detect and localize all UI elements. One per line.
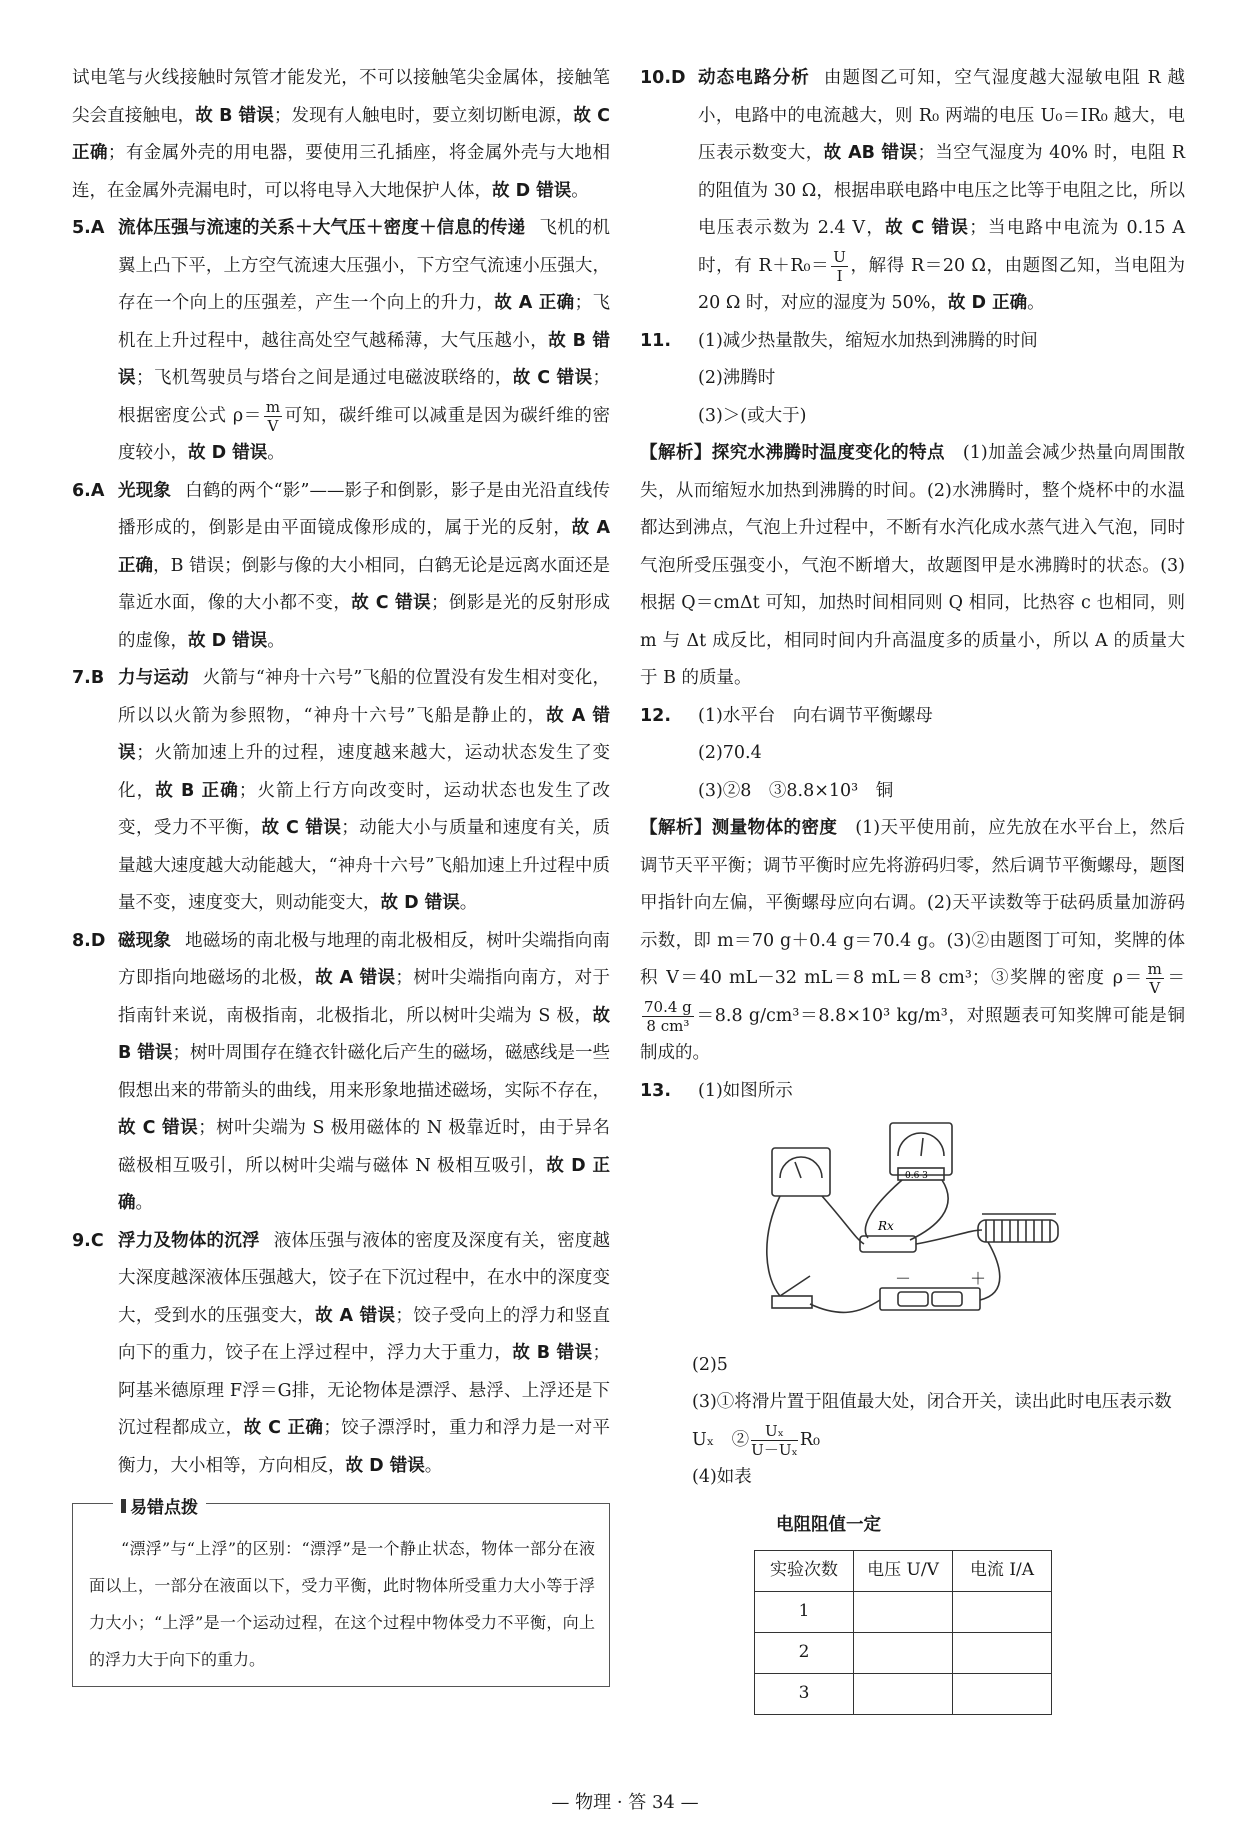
table-row <box>755 1674 1052 1715</box>
table-row <box>755 1633 1052 1674</box>
answer-number: 5.A <box>72 218 105 238</box>
answer-number: 6.A <box>72 480 105 501</box>
answer-text: 飞机的机翼上凸下平，上方空气流速大压强小，下方空气流速小压强大，存在一个向上的压强差，产生一个向上的升力，故 A 正确；飞机在上升过程中，越往高处空气越稀薄，大气压越小，故 B 错误；飞机驾驶员与塔台之间是通过电磁波联络的，故 C 错误；根据密度公式 ρ＝ <box>118 218 611 426</box>
answer-number: 10.D <box>640 68 686 88</box>
answer-part: (1)如图所示 <box>698 1080 793 1101</box>
answer-text: 地磁场的南北极与地理的南北极相反，树叶尖端指向南方即指向地磁场的北极，故 A 错误；树叶尖端指向南方，对于指南针来说，南极指南，北极指北，所以树叶尖端为 S 极，故 B 错误；树叶周围存在缝衣针磁化后产生的磁场，磁感线是一些假想出来的带箭头的曲线，用来形象地描述磁场，实际不存在，故 C 错误；树叶尖端为 S 极用磁体的 N 极靠近时，由于异名磁极相互吸引，所以树叶尖端与磁体 N 极相互吸引，故 D 正确。 <box>118 930 611 1213</box>
left-column <box>72 60 610 1687</box>
table-cell: 3 <box>755 1674 854 1715</box>
plus-sign: ＋ <box>970 1269 987 1288</box>
table-header: 电压 U/V <box>854 1551 953 1592</box>
tip-text: “漂浮”与“上浮”的区别：“漂浮”是一个静止状态，物体一部分在液面以上，一部分在液面以下，受力平衡，此时物体所受重力大小等于浮力大小；“上浮”是一个运动过程，在这个过程中物体受力不平衡，向上的浮力大于向下的重力。 <box>89 1539 595 1669</box>
answer-part: (3)＞(或大于) <box>698 405 807 426</box>
fraction: $\frac{\text{Uₓ}}{\text{U－Uₓ}}$ <box>751 1421 798 1459</box>
analysis-text: ＝8.8 g/cm³＝8.8×10³ kg/m³，对照题表可知奖牌可能是铜制成的。 <box>640 1005 1185 1063</box>
answer-part: (2)沸腾时 <box>698 368 776 388</box>
table-header-row <box>755 1551 1052 1592</box>
answer-text: 白鹤的两个“影”——影子和倒影，影子是由光沿直线传播形成的，倒影是由平面镜成像形成的，属于光的反射，故 A 正确，B 错误；倒影与像的大小相同，白鹤无论是远离水面还是靠近水面，像的大小都不变，故 C 错误；倒影是光的反射形成的虚像，故 D 错误。 <box>118 480 611 651</box>
answer-text: 可知，碳纤维可以减重是因为碳纤维的密度较小，故 D 错误。 <box>118 405 610 463</box>
answer-topic: 流体压强与流速的关系＋大气压＋密度＋信息的传递 <box>118 218 526 238</box>
answer-topic: 光现象 <box>118 480 172 501</box>
answer-text: 火箭与“神舟十六号”飞船的位置没有发生相对变化，所以以火箭为参照物，“神舟十六号”飞船是静止的，故 A 错误；火箭加速上升的过程，速度越来越大，运动状态发生了变化，故 B 正确；火箭上行方向改变时，运动状态也发生了改变，受力不平衡，故 C 错误；动能大小与质量和速度有关，质量越大速度越大动能越大，“神舟十六号”飞船加速上升过程中质量不变，速度变大，则动能变大，故 D 错误。 <box>118 668 611 913</box>
answer-part: (4)如表 <box>692 1467 752 1487</box>
analysis-12: 【解析】测量物体的密度 (1)天平使用前，应先放在水平台上，然后调节天平平衡；调节平衡时应先将游码归零，然后调节平衡螺母，题图甲指针向左偏，平衡螺母应向右调。(2)天平读数等于砝码质量加游码示数，即 m＝70 g＋0.4 g＝70.4 g。(3)②由题图丁可知，奖牌的体积 V＝40 mL－32 mL＝8 mL＝8 cm³；③奖牌的密度 ρ＝ $\frac{m}{V}$ ＝ $\frac{70.4 g}{\text{8 cm³}}$ ＝8.8 g/cm³＝8.8×10³ kg/m³，对照题表可知奖牌可能是铜制成的。 <box>640 818 1186 1063</box>
circuit-diagram <box>760 1118 1185 1343</box>
answer-6 <box>72 473 610 661</box>
answer-number: 12. <box>640 705 672 726</box>
table-cell: 1 <box>755 1592 854 1633</box>
answer-13 <box>640 1073 1185 1111</box>
answer-part: (3)②8 ③8.8×10³ 铜 <box>698 780 894 801</box>
answer-4-continued: 试电笔与火线接触时氖管才能发光，不可以接触笔尖金属体，接触笔尖会直接触电，故 B 错误；发现有人触电时，要立刻切断电源，故 C 正确；有金属外壳的用电器，要使用三孔插座，将金属外壳与大地相连，在金属外壳漏电时，可以将电导入大地保护人体，故 D 错误。 <box>72 68 611 201</box>
answer-text: 由题图乙可知，空气湿度越大湿敏电阻 R 越小，电路中的电流越大，则 R₀ 两端的电压 U₀＝IR₀ 越大，电压表示数变大，故 AB 错误；当空气湿度为 40% 时，电阻 R 的阻值为 30 Ω，根据串联电路中电压之比等于电阻之比，所以电压表示数为 2.4 V，故 C 错误；当电路中电流为 0.15 A 时，有 R＋R₀＝ <box>698 68 1186 276</box>
answer-10 <box>640 60 1185 323</box>
answer-part: (2)70.4 <box>698 743 762 763</box>
tip-title: 易错点拨 <box>113 1490 206 1527</box>
circuit-svg <box>760 1118 1080 1328</box>
answer-13-parts <box>640 1347 1185 1497</box>
table-cell: 2 <box>755 1633 854 1674</box>
answer-number: 8.D <box>72 930 106 951</box>
table-header: 实验次数 <box>755 1551 854 1592</box>
resistor-rx <box>860 1236 916 1252</box>
answer-5 <box>72 210 610 473</box>
fraction: $\frac{U}{I}$ <box>833 247 846 285</box>
answer-text: ，解得 R＝20 Ω，由题图乙知，当电阻为 20 Ω 时，对应的湿度为 50%，故 D 正确。 <box>698 255 1186 313</box>
table-caption: 电阻阻值一定 <box>776 1514 881 1535</box>
switch <box>772 1296 812 1308</box>
answer-topic: 浮力及物体的沉浮 <box>118 1230 260 1251</box>
experiment-table <box>754 1550 1052 1715</box>
answer-number: 13. <box>640 1080 672 1101</box>
answer-7 <box>72 660 610 923</box>
rx-label: Rx <box>878 1219 894 1233</box>
answer-part: (1)减少热量散失，缩短水加热到沸腾的时间 <box>698 330 1038 351</box>
battery <box>880 1288 980 1310</box>
answer-part: (1)水平台 向右调节平衡螺母 <box>698 705 933 726</box>
answer-part: (3)①将滑片置于阻值最大处，闭合开关，读出此时电压表示数 Uₓ ② $\frac{\text{Uₓ}}{\text{U－Uₓ}}$ R₀ <box>692 1392 1172 1459</box>
answer-text: 液体压强与液体的密度及深度有关，密度越大深度越深液体压强越大，饺子在下沉过程中，在水中的深度变大，受到水的压强变大，故 A 错误；饺子受向上的浮力和竖直向下的重力，饺子在上浮过程中，浮力大于重力，故 B 错误；阿基米德原理 F浮＝G排，无论物体是漂浮、悬浮、上浮还是下沉过程都成立，故 C 正确；饺子漂浮时，重力和浮力是一对平衡力，大小相等，方向相反，故 D 错误。 <box>118 1230 611 1476</box>
answer-number: 9.C <box>72 1230 104 1251</box>
answer-topic: 力与运动 <box>118 668 189 688</box>
answer-number: 7.B <box>72 668 105 688</box>
analysis-text: (1)加盖会减少热量向周围散失，从而缩短水加热到沸腾的时间。(2)水沸腾时，整个烧杯中的水温都达到沸点，气泡上升过程中，不断有水汽化成水蒸气进入气泡，同时气泡所受压强变小，气泡不断增大，故题图甲是水沸腾时的状态。(3)根据 Q＝cmΔt 可知，加热时间相同则 Q 相同，比热容 c 也相同，则 m 与 Δt 成反比，相同时间内升高温度多的质量小，所以 A 的质量大于 B 的质量。 <box>640 443 1186 688</box>
answer-topic: 动态电路分析 <box>698 68 810 88</box>
table-header: 电流 I/A <box>953 1551 1052 1592</box>
analysis-text: (1)天平使用前，应先放在水平台上，然后调节天平平衡；调节平衡时应先将游码归零，然后调节平衡螺母，题图甲指针向左偏，平衡螺母应向右调。(2)天平读数等于砝码质量加游码示数，即 m＝70 g＋0.4 g＝70.4 g。(3)②由题图丁可知，奖牌的体积 V＝40 mL－32 mL＝8 mL＝8 cm³；③奖牌的密度 ρ＝ <box>640 818 1186 988</box>
error-tip-box <box>72 1498 610 1687</box>
fraction: $\frac{m}{V}$ <box>1147 960 1162 997</box>
analysis-label: 【解析】探究水沸腾时温度变化的特点 <box>640 443 945 463</box>
page-footer: — 物理 · 答 34 — <box>551 1792 699 1813</box>
answer-number: 11. <box>640 330 672 351</box>
answer-11 <box>640 323 1185 436</box>
analysis-11 <box>640 435 1185 698</box>
answer-part: (2)5 <box>692 1354 728 1375</box>
fraction: $\frac{m}{V}$ <box>265 397 281 435</box>
minus-sign: － <box>895 1269 912 1288</box>
answer-8 <box>72 923 610 1223</box>
answer-12 <box>640 698 1185 811</box>
answer-topic: 磁现象 <box>118 930 172 951</box>
analysis-label: 【解析】测量物体的密度 <box>640 818 838 838</box>
voltmeter-scale: 0.6 3 <box>905 1171 928 1181</box>
fraction: $\frac{70.4 g}{\text{8 cm³}}$ <box>644 997 692 1035</box>
right-column <box>640 60 1185 1715</box>
table-row <box>755 1592 1052 1633</box>
answer-9 <box>72 1223 610 1486</box>
